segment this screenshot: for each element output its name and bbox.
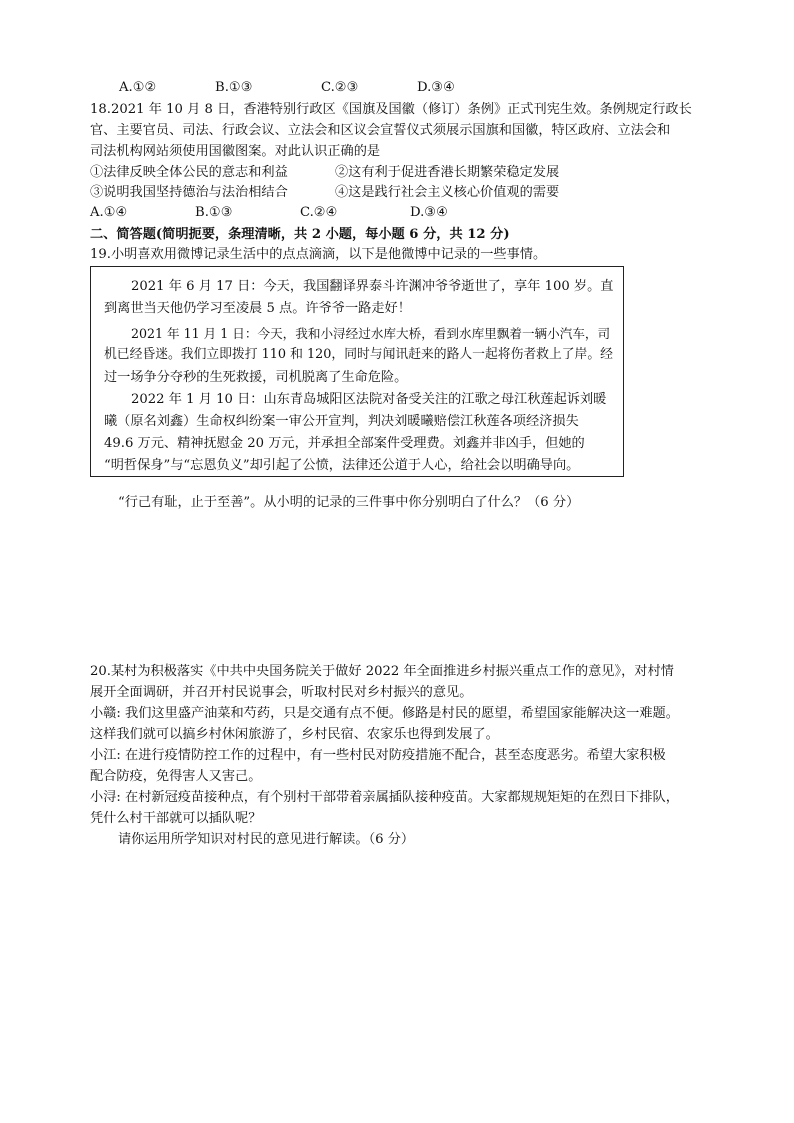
q18-line-2: 官、主要官员、司法、行政会议、立法会和区议会宣誓仪式须展示国旗和国徽，特区政府、立法会和 bbox=[90, 123, 671, 138]
q20-line-5: 小江: 在进行疫情防控工作的过程中，有一些村民对防疫措施不配合，甚至态度恶劣。希望大家积极 bbox=[90, 748, 666, 763]
q20-line-2: 展开全面调研，并召开村民说事会，听取村民对乡村振兴的意见。 bbox=[90, 685, 473, 700]
q18-option-d: D.③④ bbox=[410, 205, 448, 220]
q20-line-4: 这样我们就可以搞乡村休闲旅游了，乡村民宿、农家乐也得到发展了。 bbox=[90, 727, 499, 742]
q17-option-a: A.①② bbox=[119, 80, 157, 95]
box-line-8: 49.6 万元、精神抚慰金 20 万元，并承担全部案件受理费。刘鑫并非凶手，但她的 bbox=[104, 436, 585, 451]
box-line-4: 机已经昏迷。我们立即拨打 110 和 120，同时与闻讯赶来的路人一起将伤者救上了岸。经 bbox=[104, 347, 613, 362]
q20-line-6: 配合防疫，免得害人又害己。 bbox=[90, 769, 262, 784]
q20-line-8: 凭什么村干部就可以插队呢？ bbox=[90, 811, 262, 826]
q18-line-1: 18.2021 年 10 月 8 日，香港特别行政区《国旗及国徽（修订）条例》正式刊宪生效。条例规定行政长 bbox=[90, 102, 692, 117]
q18-statement-4: ④这是践行社会主义核心价值观的需要 bbox=[335, 185, 560, 200]
box-line-6: 2022 年 1 月 10 日：山东青岛城阳区法院对备受关注的江歌之母江秋莲起诉刘暖 bbox=[131, 392, 607, 407]
box-line-9: “明哲保身”与“忘恩负义”却引起了公愤，法律还公道于人心，给社会以明确导向。 bbox=[104, 458, 580, 473]
q18-option-c: C.②④ bbox=[300, 205, 338, 220]
section-heading: 二、简答题(简明扼要，条理清晰，共 2 小题，每小题 6 分，共 12 分) bbox=[90, 227, 510, 242]
q19-intro: 19.小明喜欢用微博记录生活中的点点滴滴，以下是他微博中记录的一些事情。 bbox=[90, 247, 547, 262]
box-line-5: 过一场争分夺秒的生死救援，司机脱离了生命危险。 bbox=[104, 370, 408, 385]
q18-statement-2: ②这有利于促进香港长期繁荣稳定发展 bbox=[335, 165, 560, 180]
q17-option-d: D.③④ bbox=[417, 80, 455, 95]
q18-statement-1: ①法律反映全体公民的意志和利益 bbox=[90, 165, 288, 180]
q20-line-1: 20.某村为积极落实《中共中央国务院关于做好 2022 年全面推进乡村振兴重点工作的意见》，对村情 bbox=[90, 664, 674, 679]
box-line-3: 2021 年 11 月 1 日：今天，我和小浔经过水库大桥，看到水库里飘着一辆小汽车，司 bbox=[131, 326, 611, 341]
q18-option-b: B.①③ bbox=[195, 205, 233, 220]
q20-line-3: 小赣: 我们这里盛产油菜和芍药，只是交通有点不便。修路是村民的愿望，希望国家能解决这一难题。 bbox=[90, 706, 679, 721]
box-line-1: 2021 年 6 月 17 日：今天，我国翻译界泰斗许渊冲爷爷逝世了，享年 100 岁。直 bbox=[131, 279, 614, 294]
q18-statement-3: ③说明我国坚持德治与法治相结合 bbox=[90, 185, 288, 200]
q18-line-3: 司法机构网站须使用国徽图案。对此认识正确的是 bbox=[90, 144, 381, 159]
q17-option-c: C.②③ bbox=[321, 80, 359, 95]
q20-line-7: 小浔: 在村新冠疫苗接种点，有个别村干部带着亲属插队接种疫苗。大家都规规矩矩的在烈日下排队， bbox=[90, 790, 679, 805]
q19-question: “行己有耻，止于至善”。从小明的记录的三件事中你分别明白了什么？（6 分） bbox=[118, 495, 580, 510]
q20-question: 请你运用所学知识对村民的意见进行解读。（6 分） bbox=[118, 832, 415, 847]
q17-option-b: B.①③ bbox=[215, 80, 253, 95]
q18-option-a: A.①④ bbox=[90, 205, 128, 220]
box-line-2: 到离世当天他仍学习至凌晨 5 点。许爷爷一路走好！ bbox=[104, 301, 411, 316]
box-line-7: 曦（原名刘鑫）生命权纠纷案一审公开宣判，判决刘暖曦赔偿江秋莲各项经济损失 bbox=[104, 414, 579, 429]
